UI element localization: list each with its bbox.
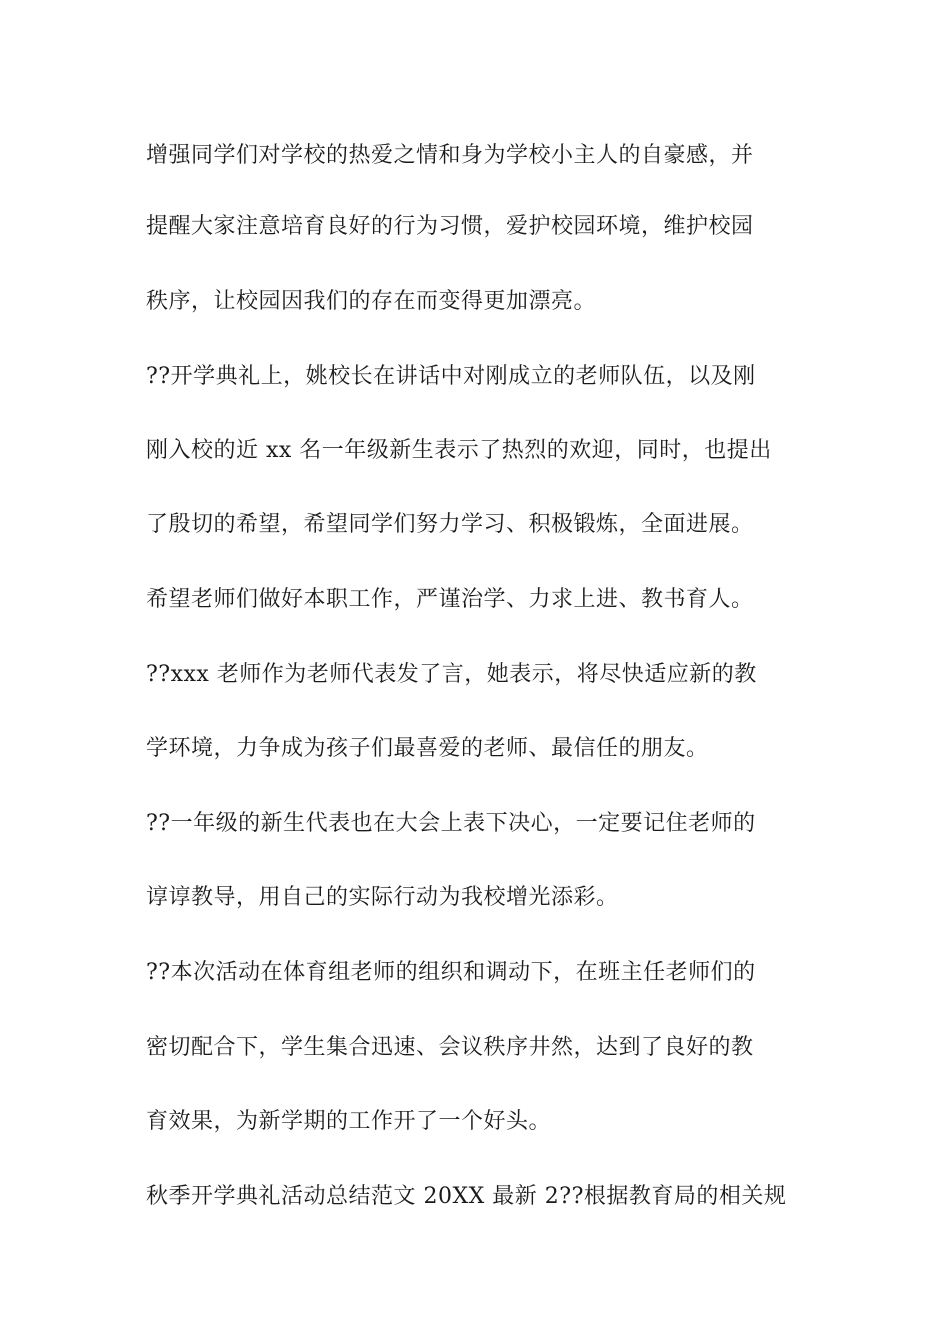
text-line-2: 提醒大家注意培育良好的行为习惯，爱护校园环境，维护校园 (146, 214, 754, 239)
text-line-4: ??开学典礼上，姚校长在讲话中对刚成立的老师队伍，以及刚 (146, 364, 756, 389)
text-line-10: ??一年级的新生代表也在大会上表下决心，一定要记住老师的 (146, 811, 756, 836)
text-line-15: 秋季开学典礼活动总结范文 20XX 最新 2??根据教育局的相关规 (146, 1184, 787, 1209)
text-line-6: 了殷切的希望，希望同学们努力学习、积极锻炼，全面进展。 (146, 512, 754, 537)
text-line-8: ??xxx 老师作为老师代表发了言，她表示，将尽快适应新的教 (146, 662, 757, 687)
text-line-3: 秩序，让校园因我们的存在而变得更加漂亮。 (146, 289, 597, 314)
text-line-12: ??本次活动在体育组老师的组织和调动下，在班主任老师们的 (146, 960, 756, 985)
text-line-9: 学环境，力争成为孩子们最喜爱的老师、最信任的朋友。 (146, 736, 709, 761)
text-line-14: 育效果，为新学期的工作开了一个好头。 (146, 1109, 552, 1134)
text-line-5: 刚入校的近 xx 名一年级新生表示了热烈的欢迎，同时，也提出 (146, 438, 772, 463)
text-line-11: 谆谆教导，用自己的实际行动为我校增光添彩。 (146, 885, 619, 910)
text-line-13: 密切配合下，学生集合迅速、会议秩序井然，达到了良好的教 (146, 1035, 754, 1060)
text-line-7: 希望老师们做好本职工作，严谨治学、力求上进、教书育人。 (146, 587, 754, 612)
text-line-1: 增强同学们对学校的热爱之情和身为学校小主人的自豪感，并 (146, 143, 754, 168)
